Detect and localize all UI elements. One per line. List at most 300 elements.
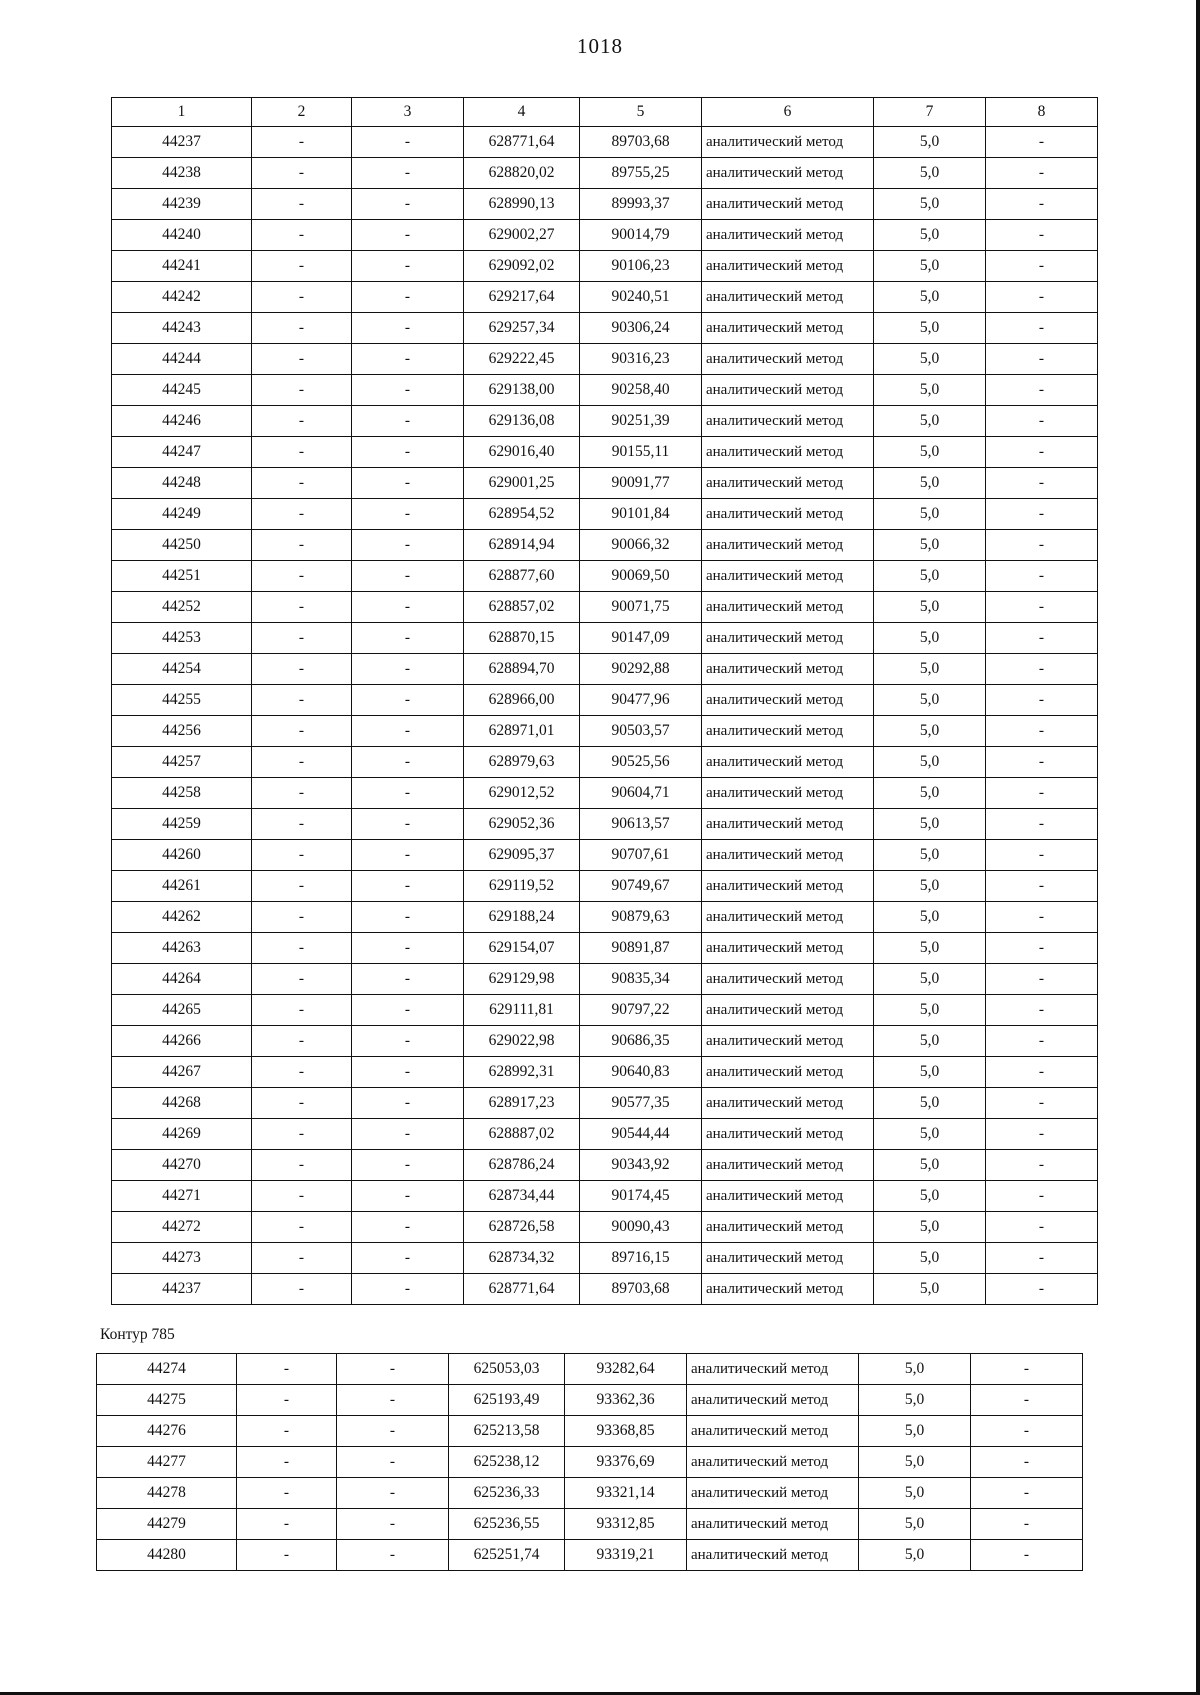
cell-coord-x: 629119,52 xyxy=(464,871,580,902)
cell-coord-x: 628894,70 xyxy=(464,654,580,685)
cell-point-number: 44237 xyxy=(112,127,252,158)
cell-coord-x: 628914,94 xyxy=(464,530,580,561)
cell-col-2: - xyxy=(252,189,352,220)
cell-col-3: - xyxy=(337,1416,449,1447)
table-row xyxy=(112,406,1098,437)
cell-col-8: - xyxy=(986,840,1098,871)
cell-accuracy: 5,0 xyxy=(874,1274,986,1305)
cell-col-8: - xyxy=(986,251,1098,282)
cell-point-number: 44238 xyxy=(112,158,252,189)
cell-coord-y: 93376,69 xyxy=(565,1447,687,1478)
cell-coord-x: 629092,02 xyxy=(464,251,580,282)
cell-coord-x: 629002,27 xyxy=(464,220,580,251)
cell-accuracy: 5,0 xyxy=(874,530,986,561)
cell-coord-y: 93321,14 xyxy=(565,1478,687,1509)
cell-col-2: - xyxy=(252,530,352,561)
cell-coord-x: 629129,98 xyxy=(464,964,580,995)
cell-point-number: 44254 xyxy=(112,654,252,685)
cell-coord-y: 90106,23 xyxy=(580,251,702,282)
cell-accuracy: 5,0 xyxy=(874,1026,986,1057)
table-body-main xyxy=(112,127,1098,1305)
cell-coord-x: 629154,07 xyxy=(464,933,580,964)
cell-coord-x: 629138,00 xyxy=(464,375,580,406)
table-row xyxy=(112,685,1098,716)
cell-accuracy: 5,0 xyxy=(874,437,986,468)
cell-coord-y: 93319,21 xyxy=(565,1540,687,1571)
cell-col-3: - xyxy=(337,1447,449,1478)
cell-col-3: - xyxy=(352,530,464,561)
cell-method: аналитический метод xyxy=(702,964,874,995)
cell-col-2: - xyxy=(252,716,352,747)
cell-method: аналитический метод xyxy=(702,189,874,220)
cell-accuracy: 5,0 xyxy=(874,809,986,840)
table-row xyxy=(112,933,1098,964)
cell-coord-y: 90613,57 xyxy=(580,809,702,840)
cell-col-8: - xyxy=(986,902,1098,933)
cell-col-3: - xyxy=(352,1181,464,1212)
cell-col-2: - xyxy=(252,871,352,902)
cell-coord-y: 90640,83 xyxy=(580,1057,702,1088)
cell-method: аналитический метод xyxy=(702,747,874,778)
table-row xyxy=(97,1540,1083,1571)
cell-col-2: - xyxy=(252,251,352,282)
cell-col-3: - xyxy=(352,685,464,716)
cell-point-number: 44243 xyxy=(112,313,252,344)
cell-col-2: - xyxy=(252,127,352,158)
table-row xyxy=(112,220,1098,251)
cell-coord-x: 629012,52 xyxy=(464,778,580,809)
cell-coord-x: 629001,25 xyxy=(464,468,580,499)
cell-col-8: - xyxy=(986,561,1098,592)
cell-col-2: - xyxy=(237,1509,337,1540)
cell-col-8: - xyxy=(986,282,1098,313)
cell-col-2: - xyxy=(237,1385,337,1416)
cell-method: аналитический метод xyxy=(702,313,874,344)
cell-col-3: - xyxy=(352,561,464,592)
cell-col-2: - xyxy=(252,1026,352,1057)
cell-method: аналитический метод xyxy=(702,716,874,747)
cell-coord-x: 628734,32 xyxy=(464,1243,580,1274)
cell-col-8: - xyxy=(986,1274,1098,1305)
cell-method: аналитический метод xyxy=(687,1354,859,1385)
cell-coord-y: 89755,25 xyxy=(580,158,702,189)
cell-coord-y: 90014,79 xyxy=(580,220,702,251)
cell-col-8: - xyxy=(986,809,1098,840)
cell-point-number: 44256 xyxy=(112,716,252,747)
table-row xyxy=(112,778,1098,809)
cell-coord-y: 90797,22 xyxy=(580,995,702,1026)
cell-coord-x: 629111,81 xyxy=(464,995,580,1026)
cell-col-2: - xyxy=(252,1088,352,1119)
table-row xyxy=(112,623,1098,654)
cell-col-2: - xyxy=(237,1354,337,1385)
cell-coord-x: 628820,02 xyxy=(464,158,580,189)
table-row xyxy=(112,375,1098,406)
cell-col-3: - xyxy=(352,127,464,158)
cell-point-number: 44275 xyxy=(97,1385,237,1416)
cell-method: аналитический метод xyxy=(687,1509,859,1540)
cell-coord-y: 90891,87 xyxy=(580,933,702,964)
cell-coord-x: 625236,33 xyxy=(449,1478,565,1509)
cell-point-number: 44239 xyxy=(112,189,252,220)
cell-method: аналитический метод xyxy=(702,933,874,964)
cell-coord-y: 90707,61 xyxy=(580,840,702,871)
cell-coord-y: 90686,35 xyxy=(580,1026,702,1057)
cell-point-number: 44271 xyxy=(112,1181,252,1212)
cell-col-2: - xyxy=(237,1416,337,1447)
column-header: 7 xyxy=(874,98,986,127)
cell-coord-y: 90090,43 xyxy=(580,1212,702,1243)
cell-coord-x: 628966,00 xyxy=(464,685,580,716)
cell-accuracy: 5,0 xyxy=(874,716,986,747)
cell-coord-y: 89993,37 xyxy=(580,189,702,220)
cell-point-number: 44246 xyxy=(112,406,252,437)
cell-point-number: 44247 xyxy=(112,437,252,468)
cell-accuracy: 5,0 xyxy=(859,1478,971,1509)
cell-accuracy: 5,0 xyxy=(874,778,986,809)
cell-coord-x: 628954,52 xyxy=(464,499,580,530)
cell-col-2: - xyxy=(252,1212,352,1243)
cell-point-number: 44237 xyxy=(112,1274,252,1305)
cell-method: аналитический метод xyxy=(702,406,874,437)
cell-point-number: 44272 xyxy=(112,1212,252,1243)
cell-point-number: 44259 xyxy=(112,809,252,840)
cell-point-number: 44268 xyxy=(112,1088,252,1119)
cell-method: аналитический метод xyxy=(702,158,874,189)
cell-col-8: - xyxy=(986,1057,1098,1088)
cell-col-3: - xyxy=(352,1088,464,1119)
table-row xyxy=(112,840,1098,871)
cell-method: аналитический метод xyxy=(687,1385,859,1416)
cell-accuracy: 5,0 xyxy=(859,1385,971,1416)
cell-col-8: - xyxy=(986,623,1098,654)
cell-accuracy: 5,0 xyxy=(874,1088,986,1119)
cell-accuracy: 5,0 xyxy=(874,220,986,251)
cell-method: аналитический метод xyxy=(687,1478,859,1509)
cell-col-8: - xyxy=(986,468,1098,499)
cell-col-8: - xyxy=(971,1447,1083,1478)
cell-accuracy: 5,0 xyxy=(874,189,986,220)
cell-col-3: - xyxy=(352,1119,464,1150)
coordinates-table-contour xyxy=(96,1353,1083,1571)
cell-method: аналитический метод xyxy=(702,902,874,933)
cell-coord-x: 628726,58 xyxy=(464,1212,580,1243)
cell-col-3: - xyxy=(352,468,464,499)
cell-point-number: 44244 xyxy=(112,344,252,375)
cell-accuracy: 5,0 xyxy=(874,499,986,530)
table-row xyxy=(112,1274,1098,1305)
cell-col-8: - xyxy=(986,592,1098,623)
cell-col-8: - xyxy=(971,1478,1083,1509)
cell-point-number: 44263 xyxy=(112,933,252,964)
scan-edge-right xyxy=(1196,0,1200,1695)
cell-col-2: - xyxy=(252,809,352,840)
cell-coord-x: 628786,24 xyxy=(464,1150,580,1181)
cell-coord-x: 629217,64 xyxy=(464,282,580,313)
cell-point-number: 44258 xyxy=(112,778,252,809)
cell-coord-x: 629016,40 xyxy=(464,437,580,468)
cell-coord-y: 89716,15 xyxy=(580,1243,702,1274)
cell-method: аналитический метод xyxy=(702,1119,874,1150)
cell-method: аналитический метод xyxy=(702,1057,874,1088)
cell-accuracy: 5,0 xyxy=(874,933,986,964)
cell-coord-x: 628771,64 xyxy=(464,127,580,158)
cell-col-2: - xyxy=(252,561,352,592)
cell-point-number: 44273 xyxy=(112,1243,252,1274)
cell-col-2: - xyxy=(252,499,352,530)
cell-coord-y: 90577,35 xyxy=(580,1088,702,1119)
cell-col-3: - xyxy=(352,313,464,344)
table-row xyxy=(97,1416,1083,1447)
cell-coord-y: 90240,51 xyxy=(580,282,702,313)
cell-accuracy: 5,0 xyxy=(859,1447,971,1478)
cell-col-8: - xyxy=(986,1243,1098,1274)
contour-label: Контур 785 xyxy=(100,1326,175,1343)
cell-col-3: - xyxy=(352,840,464,871)
cell-coord-x: 625236,55 xyxy=(449,1509,565,1540)
table-row xyxy=(112,561,1098,592)
cell-method: аналитический метод xyxy=(702,1243,874,1274)
table-row xyxy=(97,1509,1083,1540)
cell-method: аналитический метод xyxy=(702,499,874,530)
cell-col-3: - xyxy=(352,1274,464,1305)
table-body-contour xyxy=(97,1354,1083,1571)
cell-col-2: - xyxy=(252,654,352,685)
cell-col-2: - xyxy=(252,406,352,437)
cell-method: аналитический метод xyxy=(702,1181,874,1212)
cell-coord-x: 628870,15 xyxy=(464,623,580,654)
cell-coord-x: 628990,13 xyxy=(464,189,580,220)
table-row xyxy=(112,530,1098,561)
cell-point-number: 44267 xyxy=(112,1057,252,1088)
table-row xyxy=(112,282,1098,313)
cell-coord-y: 90091,77 xyxy=(580,468,702,499)
table-row xyxy=(112,127,1098,158)
cell-coord-x: 629188,24 xyxy=(464,902,580,933)
table-row xyxy=(112,1026,1098,1057)
cell-point-number: 44250 xyxy=(112,530,252,561)
cell-col-8: - xyxy=(986,158,1098,189)
cell-coord-y: 90316,23 xyxy=(580,344,702,375)
cell-col-3: - xyxy=(352,964,464,995)
cell-accuracy: 5,0 xyxy=(874,1212,986,1243)
table-row xyxy=(112,1243,1098,1274)
table-row xyxy=(112,871,1098,902)
cell-col-8: - xyxy=(971,1509,1083,1540)
cell-coord-x: 628771,64 xyxy=(464,1274,580,1305)
cell-col-2: - xyxy=(252,375,352,406)
cell-col-3: - xyxy=(352,871,464,902)
cell-method: аналитический метод xyxy=(702,1026,874,1057)
cell-coord-y: 90069,50 xyxy=(580,561,702,592)
cell-point-number: 44253 xyxy=(112,623,252,654)
cell-point-number: 44257 xyxy=(112,747,252,778)
cell-col-3: - xyxy=(352,437,464,468)
cell-coord-x: 628734,44 xyxy=(464,1181,580,1212)
cell-coord-y: 89703,68 xyxy=(580,1274,702,1305)
cell-col-8: - xyxy=(986,1181,1098,1212)
cell-col-3: - xyxy=(352,654,464,685)
cell-col-3: - xyxy=(352,251,464,282)
cell-col-2: - xyxy=(252,685,352,716)
cell-col-8: - xyxy=(986,530,1098,561)
cell-coord-x: 625238,12 xyxy=(449,1447,565,1478)
cell-point-number: 44252 xyxy=(112,592,252,623)
cell-point-number: 44266 xyxy=(112,1026,252,1057)
cell-col-3: - xyxy=(352,995,464,1026)
cell-coord-y: 90251,39 xyxy=(580,406,702,437)
cell-col-3: - xyxy=(352,1150,464,1181)
cell-col-3: - xyxy=(352,1212,464,1243)
cell-col-8: - xyxy=(986,685,1098,716)
cell-coord-x: 628979,63 xyxy=(464,747,580,778)
cell-accuracy: 5,0 xyxy=(874,964,986,995)
table-row xyxy=(112,1212,1098,1243)
cell-col-2: - xyxy=(252,437,352,468)
cell-method: аналитический метод xyxy=(702,840,874,871)
table-row xyxy=(97,1478,1083,1509)
table-row xyxy=(97,1385,1083,1416)
cell-col-8: - xyxy=(986,499,1098,530)
cell-point-number: 44261 xyxy=(112,871,252,902)
cell-method: аналитический метод xyxy=(702,1274,874,1305)
cell-col-8: - xyxy=(986,127,1098,158)
cell-coord-x: 629136,08 xyxy=(464,406,580,437)
cell-method: аналитический метод xyxy=(702,437,874,468)
table-row xyxy=(112,344,1098,375)
cell-method: аналитический метод xyxy=(702,530,874,561)
cell-point-number: 44265 xyxy=(112,995,252,1026)
cell-point-number: 44278 xyxy=(97,1478,237,1509)
cell-col-8: - xyxy=(986,1212,1098,1243)
cell-coord-x: 625193,49 xyxy=(449,1385,565,1416)
cell-col-3: - xyxy=(352,747,464,778)
cell-method: аналитический метод xyxy=(702,995,874,1026)
cell-col-8: - xyxy=(971,1385,1083,1416)
page-number: 1018 xyxy=(577,34,623,58)
cell-col-3: - xyxy=(352,282,464,313)
cell-accuracy: 5,0 xyxy=(859,1509,971,1540)
cell-method: аналитический метод xyxy=(702,468,874,499)
cell-coord-x: 628857,02 xyxy=(464,592,580,623)
cell-col-8: - xyxy=(986,437,1098,468)
cell-method: аналитический метод xyxy=(687,1540,859,1571)
cell-point-number: 44280 xyxy=(97,1540,237,1571)
cell-accuracy: 5,0 xyxy=(874,282,986,313)
cell-col-2: - xyxy=(252,220,352,251)
cell-method: аналитический метод xyxy=(702,561,874,592)
cell-coord-y: 90147,09 xyxy=(580,623,702,654)
cell-col-8: - xyxy=(986,406,1098,437)
cell-col-8: - xyxy=(986,189,1098,220)
table-row xyxy=(97,1447,1083,1478)
cell-col-8: - xyxy=(986,933,1098,964)
table-row xyxy=(112,499,1098,530)
table-row xyxy=(112,809,1098,840)
column-header: 5 xyxy=(580,98,702,127)
column-header: 4 xyxy=(464,98,580,127)
cell-coord-y: 89703,68 xyxy=(580,127,702,158)
cell-col-8: - xyxy=(986,778,1098,809)
cell-accuracy: 5,0 xyxy=(874,654,986,685)
cell-coord-y: 90879,63 xyxy=(580,902,702,933)
cell-method: аналитический метод xyxy=(702,282,874,313)
table-row xyxy=(112,251,1098,282)
cell-col-2: - xyxy=(252,282,352,313)
cell-accuracy: 5,0 xyxy=(859,1540,971,1571)
column-header: 8 xyxy=(986,98,1098,127)
cell-accuracy: 5,0 xyxy=(874,1243,986,1274)
cell-col-2: - xyxy=(252,902,352,933)
cell-coord-y: 90343,92 xyxy=(580,1150,702,1181)
cell-col-2: - xyxy=(252,1057,352,1088)
cell-col-8: - xyxy=(986,995,1098,1026)
cell-method: аналитический метод xyxy=(702,220,874,251)
cell-col-8: - xyxy=(971,1416,1083,1447)
cell-col-3: - xyxy=(337,1540,449,1571)
cell-col-3: - xyxy=(352,592,464,623)
cell-point-number: 44241 xyxy=(112,251,252,282)
cell-coord-x: 625251,74 xyxy=(449,1540,565,1571)
cell-col-8: - xyxy=(986,716,1098,747)
table-row xyxy=(112,158,1098,189)
cell-coord-y: 93368,85 xyxy=(565,1416,687,1447)
cell-col-2: - xyxy=(252,1119,352,1150)
cell-method: аналитический метод xyxy=(702,623,874,654)
cell-accuracy: 5,0 xyxy=(874,1119,986,1150)
cell-col-3: - xyxy=(352,716,464,747)
cell-accuracy: 5,0 xyxy=(874,406,986,437)
cell-accuracy: 5,0 xyxy=(874,623,986,654)
cell-col-2: - xyxy=(252,158,352,189)
cell-point-number: 44276 xyxy=(97,1416,237,1447)
cell-col-2: - xyxy=(252,468,352,499)
cell-col-8: - xyxy=(971,1540,1083,1571)
cell-method: аналитический метод xyxy=(702,1212,874,1243)
cell-accuracy: 5,0 xyxy=(874,747,986,778)
cell-accuracy: 5,0 xyxy=(874,127,986,158)
cell-coord-x: 628971,01 xyxy=(464,716,580,747)
cell-coord-y: 90477,96 xyxy=(580,685,702,716)
table-row xyxy=(112,437,1098,468)
cell-col-3: - xyxy=(352,499,464,530)
cell-col-3: - xyxy=(337,1509,449,1540)
coordinates-table-main xyxy=(111,97,1098,1305)
table-row xyxy=(112,1150,1098,1181)
cell-accuracy: 5,0 xyxy=(874,1150,986,1181)
cell-coord-y: 90174,45 xyxy=(580,1181,702,1212)
cell-point-number: 44270 xyxy=(112,1150,252,1181)
cell-method: аналитический метод xyxy=(702,251,874,282)
cell-coord-y: 93282,64 xyxy=(565,1354,687,1385)
cell-coord-x: 629257,34 xyxy=(464,313,580,344)
table-row xyxy=(112,468,1098,499)
cell-col-8: - xyxy=(986,1026,1098,1057)
cell-method: аналитический метод xyxy=(702,871,874,902)
table-row xyxy=(112,995,1098,1026)
cell-method: аналитический метод xyxy=(687,1447,859,1478)
cell-coord-x: 628917,23 xyxy=(464,1088,580,1119)
cell-col-2: - xyxy=(252,747,352,778)
cell-col-3: - xyxy=(352,375,464,406)
cell-point-number: 44242 xyxy=(112,282,252,313)
cell-col-8: - xyxy=(986,1119,1098,1150)
cell-method: аналитический метод xyxy=(702,1150,874,1181)
cell-accuracy: 5,0 xyxy=(874,871,986,902)
table-row xyxy=(112,1119,1098,1150)
cell-accuracy: 5,0 xyxy=(874,561,986,592)
cell-col-8: - xyxy=(971,1354,1083,1385)
